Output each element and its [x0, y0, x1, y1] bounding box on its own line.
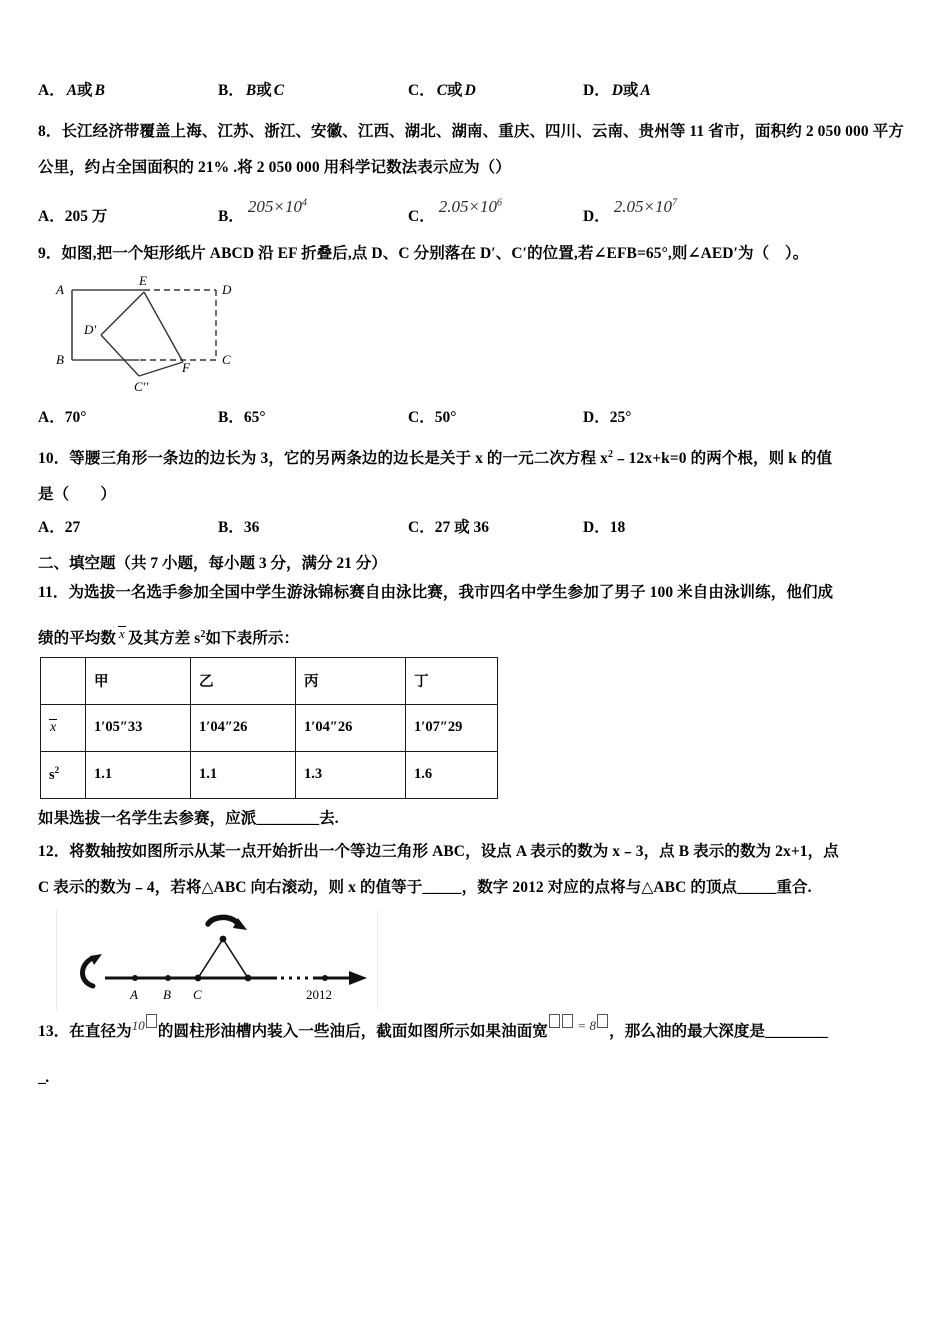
axis-arrow-icon	[349, 971, 367, 985]
table-cell-mean-yi: 1′04″26	[191, 704, 296, 751]
q8-option-b[interactable]	[218, 197, 307, 226]
swimming-stats-table	[40, 657, 498, 799]
missing-glyph-box-icon	[146, 1014, 157, 1028]
q7-option-a-value2: B	[94, 82, 105, 99]
q10-option-a-value: 27	[64, 518, 81, 536]
q10-option-b[interactable]	[218, 515, 259, 537]
q11-stem-line2-post: 如下表所示：	[205, 630, 300, 648]
q11-followup: 如果选拔一名学生去参赛，应派________去.	[38, 809, 339, 827]
q8-option-c-exponent: 6	[497, 197, 503, 209]
q7-option-c[interactable]	[408, 78, 476, 100]
q10-option-a-label: A．	[38, 518, 65, 536]
q9-option-b-label: B．	[218, 408, 244, 426]
figure-label-C: C	[222, 351, 231, 367]
q8-option-d-expression	[614, 197, 677, 216]
table-row	[41, 704, 498, 751]
figure-label-A: A	[56, 281, 64, 297]
table-header-yi: 乙	[191, 657, 296, 704]
q11-mean-symbol: x	[119, 626, 125, 642]
q8-option-d[interactable]	[583, 197, 678, 226]
q7-option-d-value1: D	[611, 82, 623, 99]
variance-exponent: 2	[54, 765, 60, 776]
number-line-label-C: C	[193, 987, 202, 1003]
q8-option-b-exponent: 4	[301, 197, 307, 209]
figure-label-D: D	[222, 281, 232, 297]
table-cell-mean-ding: 1′07″29	[406, 704, 498, 751]
q13-stem-tail: _.	[38, 1068, 49, 1086]
multiply-icon: ×	[274, 197, 284, 216]
figure-label-D-prime: D'	[84, 321, 97, 337]
table-row-label-mean	[41, 704, 86, 751]
table-cell-variance-ding: 1.6	[406, 751, 498, 798]
figure-label-E: E	[139, 272, 147, 288]
q9-option-b[interactable]	[218, 405, 266, 427]
q7-option-d[interactable]	[583, 78, 651, 100]
q9-option-a-value: 70°	[64, 408, 87, 426]
q8-option-c-mantissa: 2.05	[438, 197, 469, 216]
q7-option-c-value1: C	[436, 82, 448, 99]
multiply-icon: ×	[469, 197, 480, 216]
q13-width-value: 8	[589, 1018, 597, 1034]
point-B-marker	[165, 975, 171, 981]
point-A-marker	[132, 975, 138, 981]
q10-stem	[38, 437, 918, 513]
q8-stem-line1: 8．长江经济带覆盖上海、江苏、浙江、安徽、江西、湖北、湖南、重庆、四川、云南、贵州等 11 省市，面积约 2 050 000 平方	[38, 123, 904, 140]
table-corner-cell	[41, 657, 86, 704]
q13-stem-post: ，那么油的最大深度是________	[609, 1023, 828, 1041]
point-2012-marker	[322, 975, 328, 981]
q9-stem: 9．如图,把一个矩形纸片 ABCD 沿 EF 折叠后,点 D、C 分别落在 D′、C′的位置,若∠EFB=65°,则∠AED′为（ ）。	[38, 245, 809, 262]
q10-option-d[interactable]	[583, 515, 625, 537]
table-row-label-variance	[41, 751, 86, 798]
q12-stem-line2: C 表示的数为﹣4，若将△ABC 向右滚动，则 x 的值等于_____，数字 2012 对应的点将与△ABC 的顶点_____重合.	[38, 879, 812, 897]
q8-option-c[interactable]	[408, 197, 503, 226]
rotate-left-arrow-icon	[83, 958, 94, 986]
section-2-heading: 二、填空题（共 7 小题，每小题 3 分，满分 21 分）	[38, 554, 387, 572]
q12-stem	[38, 834, 918, 906]
q8-option-a[interactable]	[38, 204, 107, 226]
q10-option-c-value: 27 或 36	[434, 518, 489, 536]
q7-option-b[interactable]	[218, 78, 284, 100]
q13-stem-mid: 的圆柱形油槽内装入一些油后，截面如图所示如果油面宽	[157, 1023, 548, 1041]
q11-stem-line2-mid: 及其方差 s	[127, 630, 201, 648]
table-header-bing: 丙	[296, 657, 406, 704]
q10-option-c[interactable]	[408, 515, 489, 537]
q7-option-b-value2: C	[273, 82, 285, 99]
q8-option-d-base: 10	[655, 197, 673, 216]
q9-option-b-value: 65°	[243, 408, 266, 426]
missing-glyph-box-icon	[597, 1014, 608, 1028]
q7-option-a-conj: 或	[77, 82, 93, 99]
q8-option-c-label: C．	[408, 208, 435, 225]
number-line-svg	[57, 910, 375, 1008]
q10-option-c-label: C．	[408, 518, 435, 536]
q7-option-b-label: B．	[218, 82, 244, 99]
q7-option-a[interactable]	[38, 78, 105, 100]
q8-option-b-mantissa: 205	[247, 197, 274, 216]
q10-option-d-label: D．	[583, 518, 610, 536]
q10-options-row	[38, 515, 918, 545]
q10-option-a[interactable]	[38, 515, 80, 537]
folded-rectangle-svg	[44, 272, 279, 397]
q7-option-b-value1: B	[245, 82, 257, 99]
q10-stem-line1-part1: 10．等腰三角形一条边的边长为 3，它的另两条边的边长是关于 x 的一元二次方程 x	[38, 449, 608, 467]
q11-stem-line1: 11．为选拔一名选手参加全国中学生游泳锦标赛自由泳比赛，我市四名中学生参加了男子 100 米自由泳训练，他们成	[38, 583, 834, 601]
q8-options-row	[38, 188, 918, 236]
q9-option-d-value: 25°	[609, 408, 632, 426]
table-cell-variance-jia: 1.1	[86, 751, 191, 798]
q7-option-c-value2: D	[464, 82, 476, 99]
q8-option-b-base: 10	[284, 197, 302, 216]
mean-symbol: x	[50, 720, 57, 736]
q10-exponent: 2	[607, 448, 614, 460]
q10-stem-line1-part2: ﹣12x+k=0 的两个根，则 k 的值	[613, 449, 833, 467]
q10-option-b-value: 36	[243, 518, 260, 536]
multiply-icon: ×	[644, 197, 655, 216]
q9-option-a-label: A．	[38, 408, 65, 426]
q13-stem-pre: 13．在直径为	[38, 1023, 132, 1041]
q7-option-d-value2: A	[640, 82, 651, 99]
q13-width-expression: = 8	[548, 1018, 609, 1033]
table-cell-mean-bing: 1′04″26	[296, 704, 406, 751]
q9-option-c[interactable]	[408, 405, 456, 427]
q8-option-c-base: 10	[480, 197, 498, 216]
figure-label-C-prime: C''	[134, 378, 149, 394]
q9-options-row	[38, 405, 918, 435]
q7-option-a-value1: A	[66, 82, 78, 99]
figure-label-F: F	[182, 359, 190, 375]
q7-option-c-label: C．	[408, 82, 435, 99]
q7-options-row	[38, 78, 918, 108]
q11-stem-line2	[38, 626, 918, 648]
q9-option-c-label: C．	[408, 408, 435, 426]
q9-option-a[interactable]	[38, 405, 86, 427]
q7-option-d-conj: 或	[622, 82, 639, 99]
q8-option-a-value: 205 万	[64, 208, 108, 225]
q8-option-b-expression	[248, 197, 307, 216]
q13-diameter-expression	[132, 1018, 158, 1033]
page-content	[38, 78, 918, 1085]
number-line-label-A: A	[130, 987, 138, 1003]
q8-option-d-exponent: 7	[672, 197, 678, 209]
q11-stem-line2-pre: 绩的平均数	[38, 630, 117, 648]
q9-figure-folded-rectangle	[44, 272, 279, 397]
q7-option-b-conj: 或	[256, 82, 272, 99]
q9-option-c-value: 50°	[434, 408, 457, 426]
missing-glyph-box-icon	[549, 1014, 560, 1028]
q7-option-d-label: D．	[583, 82, 610, 99]
table-cell-variance-bing: 1.3	[296, 751, 406, 798]
missing-glyph-box-icon	[562, 1014, 573, 1028]
q10-option-d-value: 18	[609, 518, 626, 536]
q8-option-b-label: B．	[218, 208, 244, 225]
q7-option-c-conj: 或	[447, 82, 463, 99]
q8-option-d-label: D．	[583, 208, 610, 225]
q8-stem	[38, 114, 918, 186]
table-cell-mean-jia: 1′05″33	[86, 704, 191, 751]
variance-symbol: s	[49, 767, 55, 784]
q10-stem-line1	[38, 437, 918, 477]
q8-option-a-label: A．	[38, 208, 65, 225]
number-line-label-B: B	[163, 987, 171, 1003]
rotate-arrow-icon	[208, 918, 239, 926]
table-row	[41, 751, 498, 798]
figure-label-B: B	[56, 351, 64, 367]
q11-variance-exponent: 2	[200, 629, 206, 641]
q10-option-b-label: B．	[218, 518, 244, 536]
q9-option-d[interactable]	[583, 405, 631, 427]
number-line-label-2012: 2012	[306, 987, 332, 1003]
q13-diameter-value: 10	[131, 1018, 145, 1034]
q10-stem-line2: 是（ ）	[38, 485, 117, 503]
q8-option-d-mantissa: 2.05	[613, 197, 644, 216]
q12-stem-line1: 12．将数轴按如图所示从某一点开始折出一个等边三角形 ABC，设点 A 表示的数为 x﹣3，点 B 表示的数为 2x+1，点	[38, 843, 839, 861]
table-header-jia: 甲	[86, 657, 191, 704]
q13-stem	[38, 1020, 918, 1040]
point-C-marker	[195, 975, 202, 982]
table-header-ding: 丁	[406, 657, 498, 704]
table-cell-variance-yi: 1.1	[191, 751, 296, 798]
q7-option-a-label: A．	[38, 82, 65, 99]
q8-stem-line2: 公里，约占全国面积的 21% .将 2 050 000 用科学记数法表示应为（）	[38, 159, 511, 176]
q8-option-c-expression	[439, 197, 502, 216]
q12-figure-number-line	[56, 910, 378, 1010]
table-header-row	[41, 657, 498, 704]
q9-option-d-label: D．	[583, 408, 610, 426]
